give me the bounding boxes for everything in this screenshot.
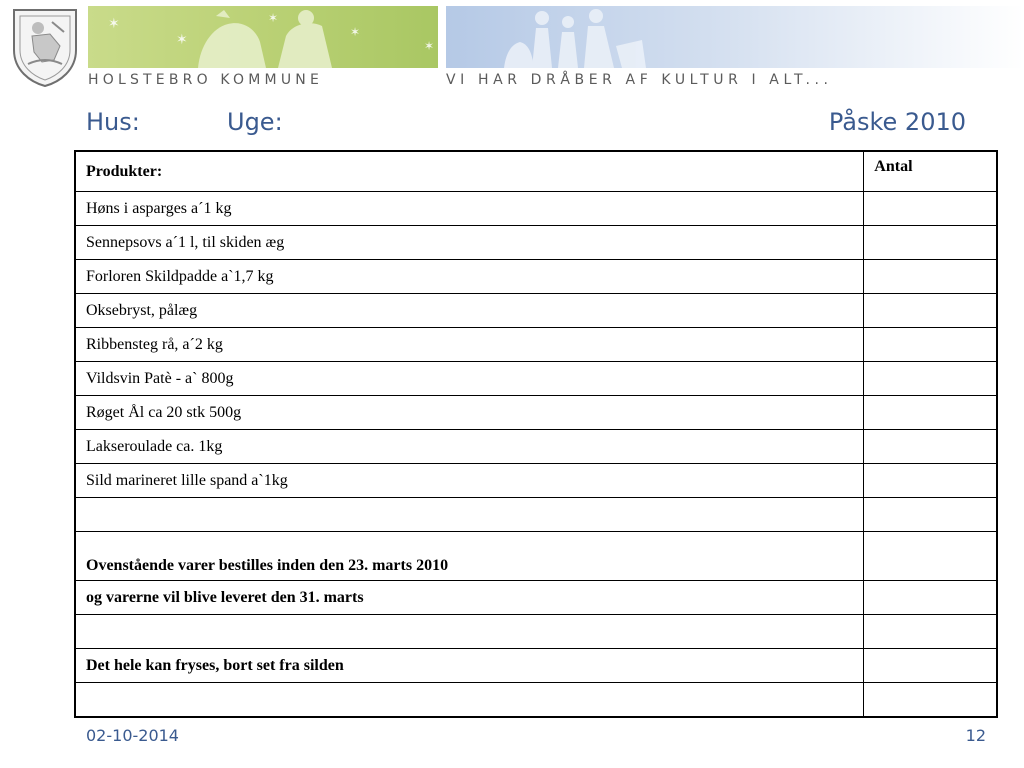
product-cell: Høns i asparges a´1 kg <box>75 192 864 226</box>
antal-cell[interactable] <box>864 192 997 226</box>
product-cell <box>75 615 864 649</box>
product-cell <box>75 498 864 532</box>
antal-cell[interactable] <box>864 683 997 718</box>
table-row <box>75 683 997 718</box>
svg-text:✶: ✶ <box>108 16 120 32</box>
order-deadline-note: Ovenstående varer bestilles inden den 23. marts 2010 <box>75 532 864 581</box>
order-table <box>74 150 998 718</box>
product-cell: Sennepsovs a´1 l, til skiden æg <box>75 226 864 260</box>
product-cell: Vildsvin Patè - a` 800g <box>75 362 864 396</box>
table-row <box>75 430 997 464</box>
brand-holstebro-kommune: HOLSTEBRO KOMMUNE <box>88 72 323 88</box>
antal-cell[interactable] <box>864 649 997 683</box>
table-row-note <box>75 649 997 683</box>
header-products: Produkter: <box>75 151 864 192</box>
product-cell <box>75 683 864 718</box>
product-cell: Sild marineret lille spand a`1kg <box>75 464 864 498</box>
antal-cell[interactable] <box>864 396 997 430</box>
table-row <box>75 260 997 294</box>
table-row <box>75 328 997 362</box>
antal-cell[interactable] <box>864 226 997 260</box>
antal-cell[interactable] <box>864 260 997 294</box>
svg-text:✶: ✶ <box>176 32 188 48</box>
table-row <box>75 396 997 430</box>
antal-cell[interactable] <box>864 615 997 649</box>
antal-cell[interactable] <box>864 464 997 498</box>
title-uge: Uge: <box>227 108 283 136</box>
antal-cell[interactable] <box>864 294 997 328</box>
delivery-note: og varerne vil blive leveret den 31. marts <box>75 581 864 615</box>
svg-text:✶: ✶ <box>268 11 279 25</box>
antal-cell[interactable] <box>864 328 997 362</box>
antal-cell[interactable] <box>864 362 997 396</box>
antal-cell[interactable] <box>864 430 997 464</box>
brand-slogan: VI HAR DRÅBER AF KULTUR I ALT... <box>446 72 833 88</box>
product-cell: Forloren Skildpadde a`1,7 kg <box>75 260 864 294</box>
table-row <box>75 226 997 260</box>
table-header-row <box>75 151 997 192</box>
antal-cell[interactable] <box>864 498 997 532</box>
product-cell: Ribbensteg rå, a´2 kg <box>75 328 864 362</box>
table-row <box>75 192 997 226</box>
header-antal: Antal <box>864 151 997 192</box>
antal-cell[interactable] <box>864 532 997 581</box>
table-row-note <box>75 532 997 581</box>
table-row <box>75 294 997 328</box>
product-cell: Røget Ål ca 20 stk 500g <box>75 396 864 430</box>
table-row <box>75 362 997 396</box>
header-banner-blue <box>446 6 1024 68</box>
svg-text:✶: ✶ <box>424 39 435 53</box>
freezing-note: Det hele kan fryses, bort set fra silden <box>75 649 864 683</box>
header-banner-green <box>88 6 438 68</box>
footer-date: 02-10-2014 <box>86 726 179 745</box>
table-row <box>75 464 997 498</box>
product-cell: Oksebryst, pålæg <box>75 294 864 328</box>
product-cell: Lakseroulade ca. 1kg <box>75 430 864 464</box>
title-hus: Hus: <box>86 108 140 136</box>
svg-text:✶: ✶ <box>350 25 361 39</box>
table-row <box>75 498 997 532</box>
footer-page-number: 12 <box>965 726 986 745</box>
holstebro-crest-logo <box>8 4 82 88</box>
table-row <box>75 615 997 649</box>
title-event: Påske 2010 <box>828 108 966 136</box>
antal-cell[interactable] <box>864 581 997 615</box>
table-row-note <box>75 581 997 615</box>
